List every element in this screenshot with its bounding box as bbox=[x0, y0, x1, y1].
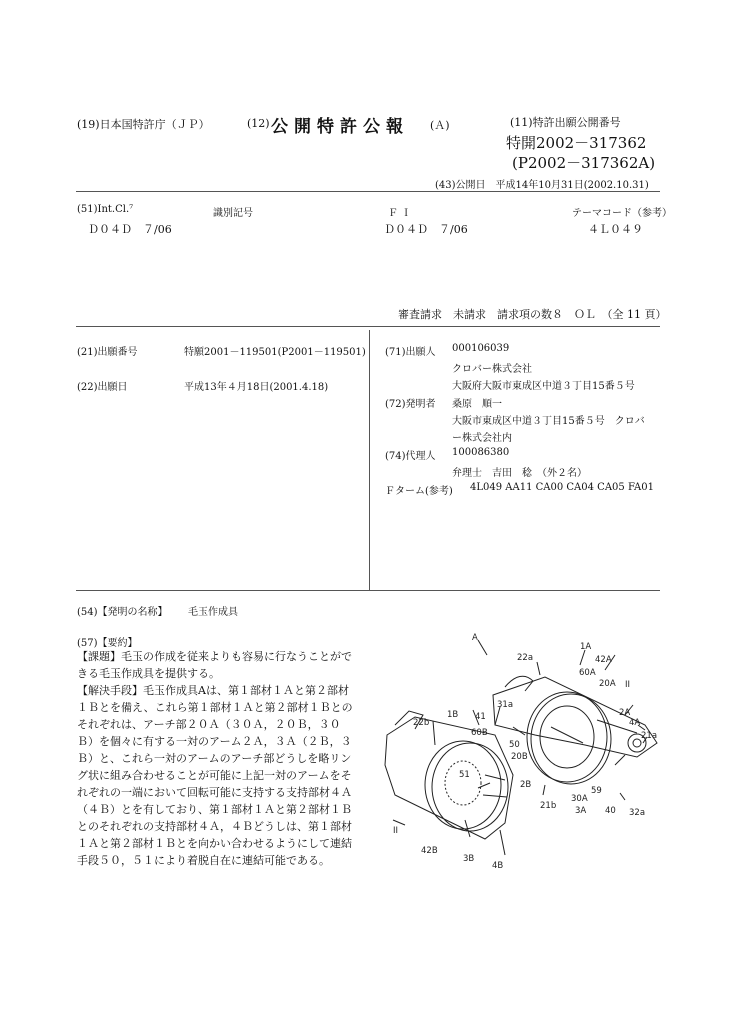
figure-label: II bbox=[625, 680, 631, 690]
abstract-line: れぞれの一端において回転可能に支持する支持部材４Ａ bbox=[77, 786, 352, 799]
figure-label: 20A bbox=[599, 679, 616, 689]
figure-label: 32a bbox=[629, 808, 646, 818]
publication-kind: (Ａ) bbox=[430, 119, 450, 132]
abstract-line: １Ａと第２部材１Ｂとを向かい合わせるようにして連結 bbox=[77, 837, 352, 850]
applicant-line: クロバー株式会社 bbox=[452, 364, 532, 375]
figure-label: 59 bbox=[591, 786, 602, 796]
application-number: 特願2001－119501(P2001－119501) bbox=[184, 347, 366, 358]
abstract-line: とのそれぞれの支持部材４Ａ，４Ｂどうしは、第１部材 bbox=[77, 820, 352, 833]
abstract-line: それぞれは、アーチ部２０Ａ（３０Ａ，２０Ｂ，３０ bbox=[77, 718, 341, 731]
figure-label: 30A bbox=[571, 794, 588, 804]
figure-label: 3A bbox=[575, 806, 587, 816]
inventor-line: 大阪市東成区中道３丁目15番５号 クロバ bbox=[452, 416, 645, 427]
figure-label: 40 bbox=[605, 806, 616, 816]
abstract-line: 手段５０，５１により着脱自在に連結可能である。 bbox=[77, 854, 330, 867]
fi-value: Ｄ０４Ｄ ７/06 bbox=[384, 223, 468, 236]
column-divider bbox=[369, 330, 370, 590]
abstract-body bbox=[77, 648, 367, 869]
publication-number: 特開2002－317362 bbox=[506, 134, 647, 152]
office-label: (19)日本国特許庁（ＪＰ） bbox=[77, 118, 210, 131]
inventor-line: ー株式会社内 bbox=[452, 433, 512, 444]
figure-label: 4B bbox=[492, 861, 504, 871]
filing-date-label: (22)出願日 bbox=[77, 382, 128, 393]
figure-label: 21a bbox=[641, 731, 658, 741]
figure-label: 50 bbox=[509, 740, 520, 750]
abstract-line: Ｂ）を個々に有する一対のアーム２Ａ，３Ａ（２Ｂ，３ bbox=[77, 735, 352, 748]
figure-label: 31a bbox=[497, 700, 514, 710]
figure-label: 42B bbox=[421, 846, 438, 856]
figure-label: 20B bbox=[511, 752, 528, 762]
figure-label: A bbox=[472, 633, 478, 643]
application-number-label: (21)出願番号 bbox=[77, 347, 138, 358]
patent-drawing bbox=[375, 625, 665, 875]
fi-label: Ｆ Ｉ bbox=[388, 208, 412, 219]
publication-number-label: (11)特許出願公開番号 bbox=[510, 116, 621, 129]
figure-label: 60A bbox=[579, 668, 596, 678]
figure-label: 22a bbox=[517, 653, 534, 663]
divider bbox=[76, 590, 660, 591]
intcl-value: Ｄ０４Ｄ ７/06 bbox=[88, 223, 172, 236]
abstract-label: (57)【要約】 bbox=[77, 638, 138, 649]
figure-label: 1B bbox=[447, 710, 459, 720]
figure-label: II bbox=[393, 826, 399, 836]
abstract-line: 【解決手段】毛玉作成具Aは、第１部材１Ａと第２部材 bbox=[77, 684, 349, 697]
publication-date: (43)公開日 平成14年10月31日(2002.10.31) bbox=[435, 180, 649, 191]
inventor-line: 桑原 順一 bbox=[452, 399, 502, 410]
themecode-value: ４Ｌ０４９ bbox=[588, 223, 643, 236]
figure-label: 2A bbox=[619, 708, 631, 718]
abstract-line: Ｂ）と、これら一対のアームのアーチ部どうしを略リン bbox=[77, 752, 352, 765]
themecode-label: テーマコード（参考） bbox=[572, 208, 672, 219]
intcl-label: (51)Int.Cl.⁷ bbox=[77, 204, 134, 215]
abstract-line: きる毛玉作成具を提供する。 bbox=[77, 667, 220, 680]
abstract-line: （４Ｂ）とを有しており、第１部材１Ａと第２部材１Ｂ bbox=[77, 803, 352, 816]
examination-line: 審査請求 未請求 請求項の数８ ＯＬ （全 11 頁） bbox=[398, 308, 667, 321]
abstract-line: グ状に組み合わせることが可能に上記一対のアームをそ bbox=[77, 769, 352, 782]
figure-label: 3B bbox=[463, 854, 475, 864]
publication-type-number: (12) bbox=[247, 117, 270, 130]
agent-line: 100086380 bbox=[452, 447, 510, 458]
figure-label: 2B bbox=[520, 780, 532, 790]
figure-label: 51 bbox=[459, 770, 470, 780]
figure-label: 22b bbox=[413, 718, 430, 728]
applicant-line: 000106039 bbox=[452, 343, 510, 354]
divider bbox=[76, 191, 660, 192]
filing-date: 平成13年４月18日(2001.4.18) bbox=[184, 382, 329, 393]
fterm-label: Ｆターム(参考) bbox=[385, 486, 453, 497]
divider bbox=[76, 326, 660, 327]
figure-label: 4A bbox=[629, 718, 641, 728]
figure-label: 41 bbox=[475, 712, 486, 722]
agent-line: 弁理士 吉田 稔 （外２名） bbox=[452, 468, 587, 479]
publication-type: 公開特許公報 bbox=[271, 117, 409, 137]
invention-title-label: (54)【発明の名称】 bbox=[77, 607, 168, 618]
figure-label: 60B bbox=[471, 728, 488, 738]
abstract-line: １Ｂとを備え、これら第１部材１Ａと第２部材１Ｂとの bbox=[77, 701, 353, 714]
abstract-line: 【課題】毛玉の作成を従来よりも容易に行なうことがで bbox=[77, 650, 352, 663]
figure-label: 42A bbox=[595, 655, 612, 665]
id-symbol-label: 識別記号 bbox=[213, 208, 253, 219]
figure-label: 21b bbox=[540, 801, 557, 811]
applicant-line: 大阪府大阪市東成区中道３丁目15番５号 bbox=[452, 381, 635, 392]
publication-number-alt: (P2002－317362A) bbox=[512, 154, 656, 172]
inventor-label: (72)発明者 bbox=[385, 399, 436, 410]
invention-title: 毛玉作成具 bbox=[188, 607, 238, 618]
figure-label: 1A bbox=[580, 642, 592, 652]
fterm-value: 4L049 AA11 CA00 CA04 CA05 FA01 bbox=[470, 482, 654, 493]
applicant-label: (71)出願人 bbox=[385, 347, 436, 358]
agent-label: (74)代理人 bbox=[385, 451, 436, 462]
